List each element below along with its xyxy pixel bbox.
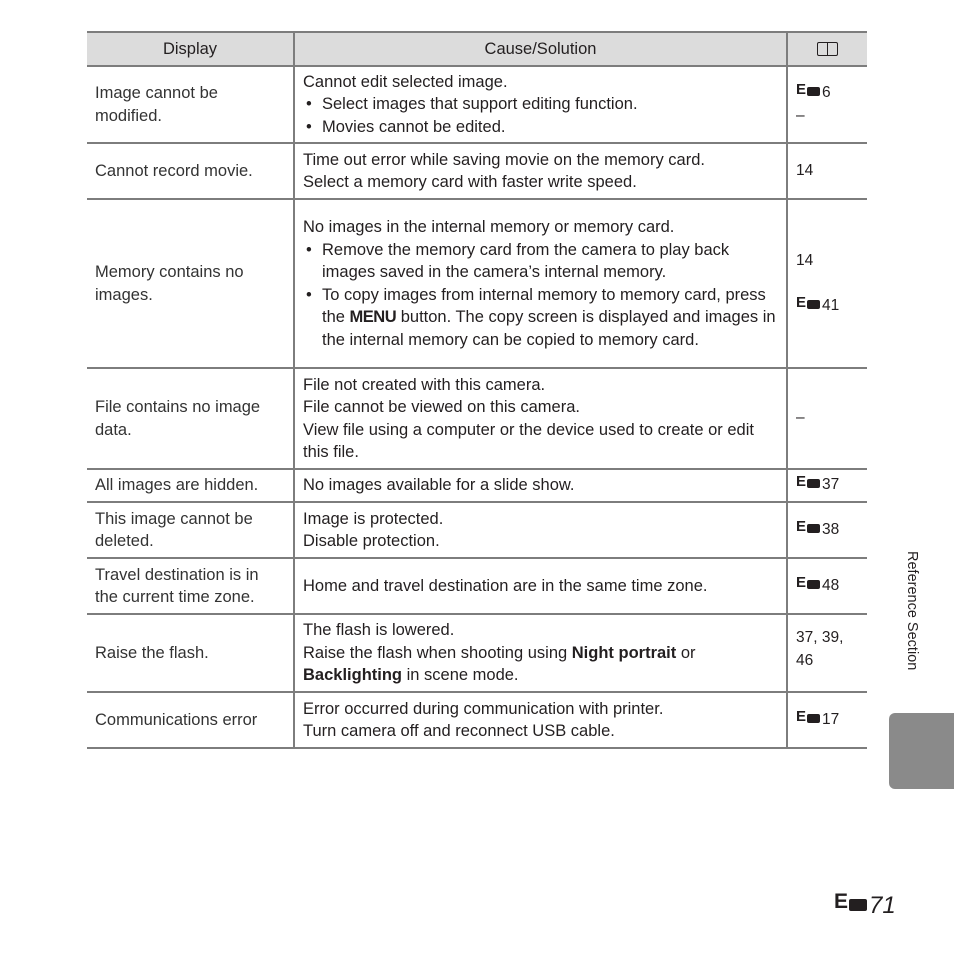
scene-mode-backlighting: Backlighting bbox=[303, 666, 403, 685]
cause-text: Cannot edit selected image. bbox=[303, 72, 508, 91]
table-row bbox=[87, 692, 867, 748]
scene-mode-night-portrait: Night portrait bbox=[571, 643, 677, 662]
reference-link[interactable]: E38 bbox=[796, 519, 859, 542]
reference-section-e-icon bbox=[834, 896, 868, 914]
solution-bullet: • Remove the memory card from the camera to play back images saved in the camera’s internal memory. bbox=[303, 239, 778, 284]
cause-text: Home and travel destination are in the same time zone. bbox=[303, 576, 708, 595]
reference-none: – bbox=[796, 409, 805, 427]
reference-cell bbox=[787, 368, 867, 469]
cause-solution bbox=[294, 558, 787, 614]
table-row bbox=[87, 469, 867, 502]
reference-cell bbox=[787, 469, 867, 502]
reference-cell bbox=[787, 66, 867, 143]
table-row bbox=[87, 558, 867, 614]
cause-solution bbox=[294, 368, 787, 469]
cause-solution bbox=[294, 614, 787, 692]
cause-text: The flash is lowered. bbox=[303, 621, 455, 640]
header-cause-solution: Cause/Solution bbox=[294, 32, 787, 66]
display-message: Travel destination is in the current time zone. bbox=[87, 558, 294, 614]
display-message: This image cannot be deleted. bbox=[87, 502, 294, 558]
reference-link[interactable]: 14 bbox=[796, 161, 814, 179]
reference-link[interactable]: E 48 bbox=[796, 575, 859, 598]
cause-text: File cannot be viewed on this camera. bbox=[303, 398, 580, 416]
table-row bbox=[87, 368, 867, 469]
cause-solution bbox=[294, 199, 787, 368]
solution-bullet: • Select images that support editing function. bbox=[303, 93, 778, 116]
solution-bullet: • To copy images from internal memory to memory card, press the MENU button. The copy screen is displayed and images in the internal memory can be copied to memory card. bbox=[303, 284, 778, 352]
reference-section-e-icon bbox=[796, 85, 821, 98]
cause-solution bbox=[294, 502, 787, 558]
reference-link[interactable]: 14 bbox=[796, 252, 814, 269]
cause-solution bbox=[294, 469, 787, 502]
table-row bbox=[87, 66, 867, 143]
display-message: Image cannot be modified. bbox=[87, 66, 294, 143]
reference-link[interactable]: E17 bbox=[796, 709, 859, 732]
reference-cell bbox=[787, 199, 867, 368]
reference-link[interactable]: 37, 39, 46 bbox=[796, 629, 844, 669]
section-side-label: Reference Section bbox=[904, 551, 920, 671]
solution-text: View file using a computer or the device used to create or edit this file. bbox=[303, 420, 754, 461]
solution-text: Disable protection. bbox=[303, 532, 440, 550]
display-message: Raise the flash. bbox=[87, 614, 294, 692]
reference-section-e-icon bbox=[796, 298, 821, 311]
cause-solution bbox=[294, 66, 787, 143]
book-icon bbox=[817, 42, 839, 56]
cause-text: Time out error while saving movie on the memory card. bbox=[303, 150, 705, 169]
cause-text: No images in the internal memory or memory card. bbox=[303, 218, 675, 236]
header-display: Display bbox=[87, 32, 294, 66]
display-message: Communications error bbox=[87, 692, 294, 748]
cause-solution bbox=[294, 692, 787, 748]
header-reference bbox=[787, 32, 867, 66]
reference-section-e-icon bbox=[796, 712, 821, 725]
troubleshooting-table bbox=[87, 31, 867, 749]
table-row bbox=[87, 199, 867, 368]
reference-cell bbox=[787, 502, 867, 558]
cause-text: Error occurred during communication with printer. bbox=[303, 699, 664, 718]
cause-solution bbox=[294, 143, 787, 199]
table-row bbox=[87, 502, 867, 558]
reference-none: – bbox=[796, 106, 805, 124]
reference-link[interactable]: E6 bbox=[796, 82, 859, 105]
display-message: Memory contains no images. bbox=[87, 199, 294, 368]
section-tab-marker bbox=[889, 713, 954, 789]
cause-text: No images available for a slide show. bbox=[303, 476, 575, 495]
reference-section-e-icon bbox=[796, 578, 821, 591]
cause-text: Image is protected. bbox=[303, 509, 444, 528]
reference-link[interactable]: E41 bbox=[796, 295, 859, 318]
page-number: E71 bbox=[834, 890, 896, 922]
solution-text: Raise the flash when shooting using Night portrait or Backlighting in scene mode. bbox=[303, 643, 696, 685]
table-row bbox=[87, 143, 867, 199]
display-message: Cannot record movie. bbox=[87, 143, 294, 199]
reference-cell bbox=[787, 692, 867, 748]
reference-link[interactable]: E 37 bbox=[796, 474, 859, 497]
table-header-row bbox=[87, 32, 867, 66]
menu-button-glyph: MENU bbox=[349, 308, 397, 326]
cause-text: File not created with this camera. bbox=[303, 375, 546, 394]
table-row bbox=[87, 614, 867, 692]
reference-cell bbox=[787, 614, 867, 692]
reference-section-e-icon bbox=[796, 477, 821, 490]
reference-section-e-icon bbox=[796, 522, 821, 535]
reference-cell bbox=[787, 558, 867, 614]
solution-text: Select a memory card with faster write speed. bbox=[303, 173, 637, 191]
solution-bullet: • Movies cannot be edited. bbox=[303, 116, 778, 139]
display-message: File contains no image data. bbox=[87, 368, 294, 469]
solution-text: Turn camera off and reconnect USB cable. bbox=[303, 722, 615, 740]
display-message: All images are hidden. bbox=[87, 469, 294, 502]
reference-cell bbox=[787, 143, 867, 199]
